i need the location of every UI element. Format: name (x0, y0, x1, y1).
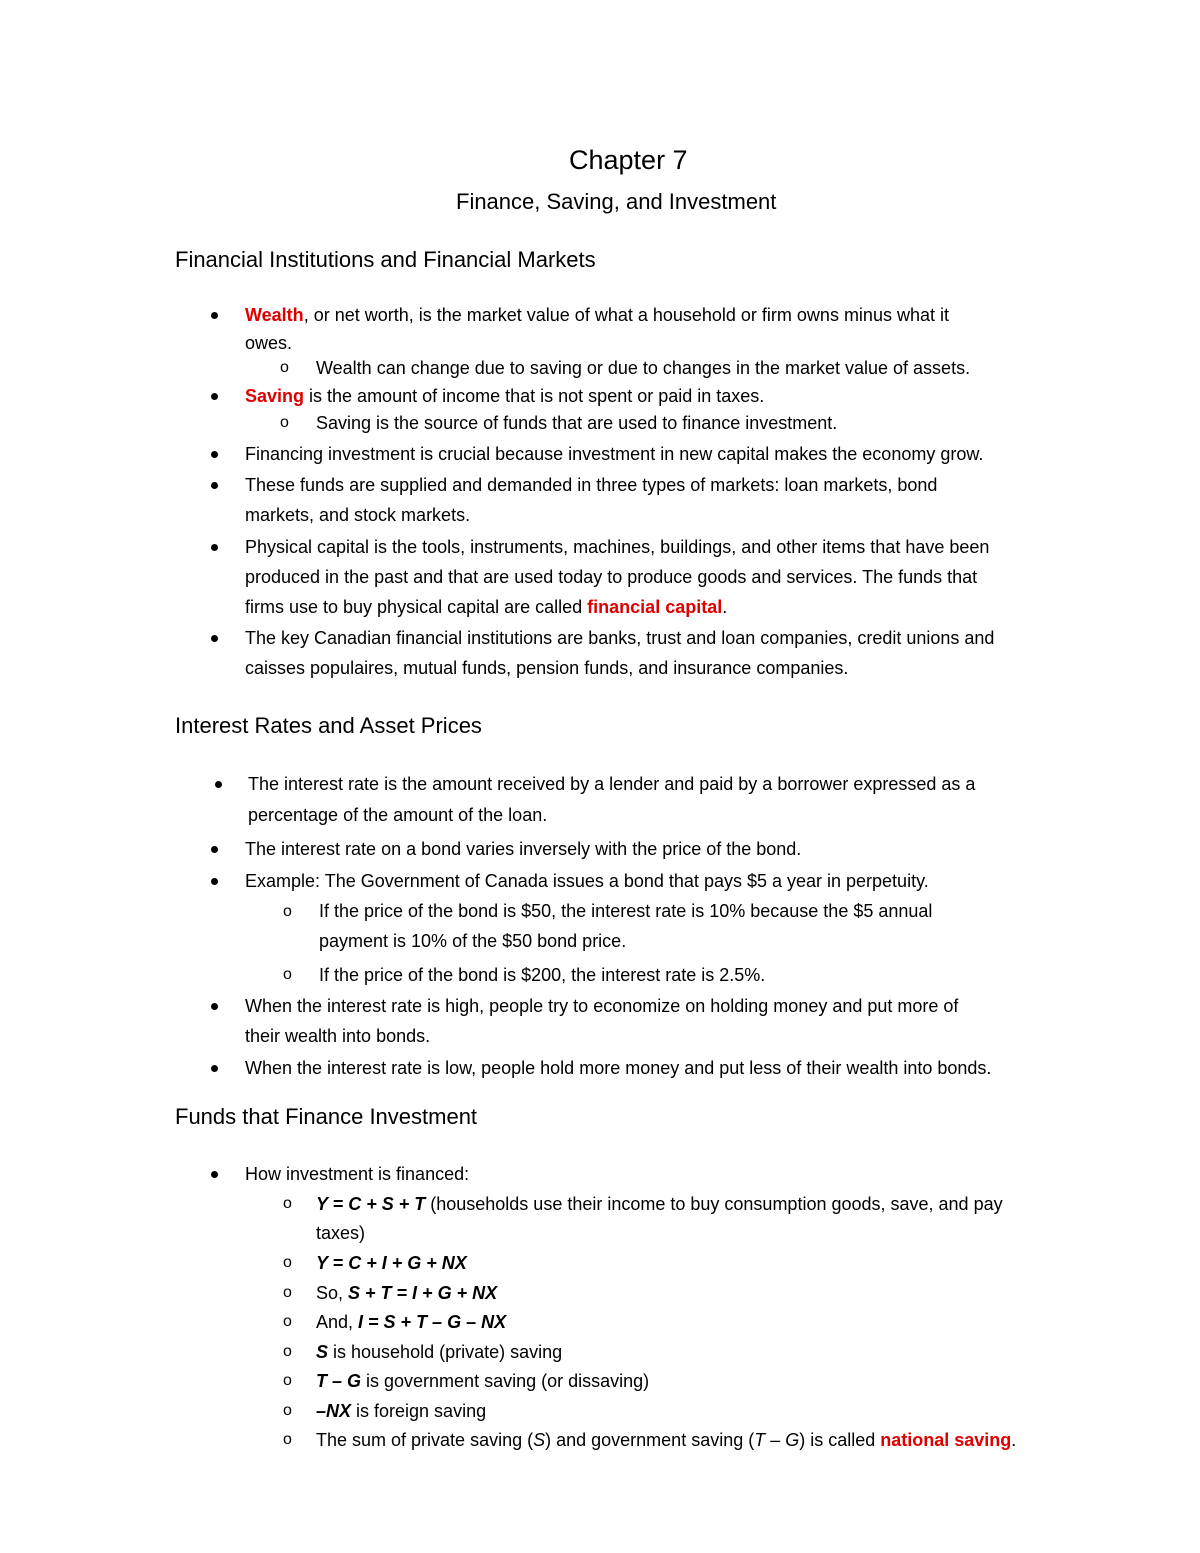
list-item: Financing investment is crucial because investment in new capital makes the economy grow. (245, 444, 984, 464)
sub-marker: o (283, 903, 292, 920)
sub-marker: o (283, 1284, 292, 1301)
sub-item-text: Saving is the source of funds that are used to finance investment. (316, 413, 838, 433)
item-text: is government saving (or dissaving) (361, 1371, 650, 1391)
item-text: caisses populaires, mutual funds, pension funds, and insurance companies. (245, 658, 849, 678)
item-text: owes. (245, 333, 293, 353)
term-highlight: Saving (245, 386, 305, 406)
item-text: So, (316, 1283, 349, 1303)
sub-item-text: payment is 10% of the $50 bond price. (319, 931, 627, 951)
section-heading: Interest Rates and Asset Prices (175, 713, 482, 738)
sub-marker: o (280, 414, 289, 431)
list-item: The key Canadian financial institutions are banks, trust and loan companies, credit unions and (245, 628, 995, 648)
item-text: (households use their income to buy consumption goods, save, and pay (425, 1194, 1003, 1214)
section-heading: Funds that Finance Investment (175, 1104, 478, 1129)
item-text: is household (private) saving (328, 1342, 563, 1362)
sub-item-text: If the price of the bond is $200, the interest rate is 2.5%. (319, 965, 766, 985)
section-heading: Financial Institutions and Financial Markets (175, 247, 596, 272)
sub-marker: o (283, 1372, 292, 1389)
item-text: is the amount of income that is not spent or paid in taxes. (304, 386, 765, 406)
term-highlight: Wealth (245, 305, 304, 325)
equation: T – G (754, 1430, 800, 1450)
equation: S (316, 1342, 329, 1362)
sub-item-text (316, 1193, 1003, 1215)
bullet-icon (211, 1003, 218, 1010)
sub-item-text (316, 1282, 497, 1304)
sub-item-text (316, 1252, 467, 1274)
sub-item-text (316, 1400, 486, 1422)
sub-marker: o (283, 1402, 292, 1419)
item-text: ) is called (799, 1430, 881, 1450)
equation: S + T = I + G + NX (348, 1283, 498, 1303)
list-item: How investment is financed: (245, 1164, 470, 1184)
sub-marker: o (283, 1313, 292, 1330)
list-item: Physical capital is the tools, instruments, machines, buildings, and other items that have been (245, 537, 990, 557)
list-item: The interest rate on a bond varies inversely with the price of the bond. (245, 839, 802, 859)
bullet-icon (211, 482, 218, 489)
bullet-icon (211, 312, 218, 319)
sub-marker: o (283, 1254, 292, 1271)
item-text: , or net worth, is the market value of what a household or firm owns minus what it (303, 305, 949, 325)
bullet-icon (211, 393, 218, 400)
bullet-icon (211, 635, 218, 642)
bullet-icon (211, 1171, 218, 1178)
sub-marker: o (280, 359, 289, 376)
list-item: These funds are supplied and demanded in three types of markets: loan markets, bond (245, 475, 938, 495)
item-text: ) and government saving ( (545, 1430, 755, 1450)
equation: I = S + T – G – NX (358, 1312, 507, 1332)
bullet-icon (211, 846, 218, 853)
item-text: firms use to buy physical capital are called (245, 597, 588, 617)
bullet-icon (211, 451, 218, 458)
list-item: The interest rate is the amount received by a lender and paid by a borrower expressed as a (248, 774, 976, 794)
sub-item-text: Wealth can change due to saving or due to changes in the market value of assets. (316, 358, 971, 378)
sub-item-text (316, 1311, 506, 1333)
item-text: their wealth into bonds. (245, 1026, 431, 1046)
sub-item-text: taxes) (316, 1223, 366, 1243)
sub-item-text (316, 1429, 1016, 1451)
list-item (245, 385, 764, 407)
item-text: markets, and stock markets. (245, 505, 471, 525)
sub-item-text: If the price of the bond is $50, the interest rate is 10% because the $5 annual (319, 901, 933, 921)
list-item: Example: The Government of Canada issues a bond that pays $5 a year in perpetuity. (245, 871, 929, 891)
item-text: produced in the past and that are used today to produce goods and services. The funds that (245, 567, 978, 587)
page-title: Chapter 7 (569, 145, 688, 175)
item-text: . (722, 597, 728, 617)
bullet-icon (215, 781, 222, 788)
item-text (245, 596, 727, 618)
sub-marker: o (283, 1343, 292, 1360)
item-text: . (1011, 1430, 1017, 1450)
sub-item-text (316, 1341, 562, 1363)
item-text: percentage of the amount of the loan. (248, 805, 548, 825)
equation: T – G (316, 1371, 362, 1391)
list-item: When the interest rate is high, people try to economize on holding money and put more of (245, 996, 959, 1016)
bullet-icon (211, 544, 218, 551)
list-item (245, 304, 949, 326)
equation: Y = C + I + G + NX (316, 1253, 467, 1273)
item-text: And, (316, 1312, 359, 1332)
page-subtitle: Finance, Saving, and Investment (456, 189, 777, 214)
sub-marker: o (283, 1195, 292, 1212)
bullet-icon (211, 878, 218, 885)
sub-marker: o (283, 1431, 292, 1448)
item-text: The sum of private saving ( (316, 1430, 534, 1450)
sub-item-text (316, 1370, 649, 1392)
term-highlight: national saving (880, 1430, 1012, 1450)
bullet-icon (211, 1065, 218, 1072)
item-text: is foreign saving (351, 1401, 487, 1421)
equation: Y = C + S + T (316, 1194, 426, 1214)
equation: S (533, 1430, 546, 1450)
equation: –NX (316, 1401, 352, 1421)
sub-marker: o (283, 966, 292, 983)
list-item: When the interest rate is low, people hold more money and put less of their wealth into bonds. (245, 1058, 992, 1078)
term-highlight: financial capital (587, 597, 723, 617)
